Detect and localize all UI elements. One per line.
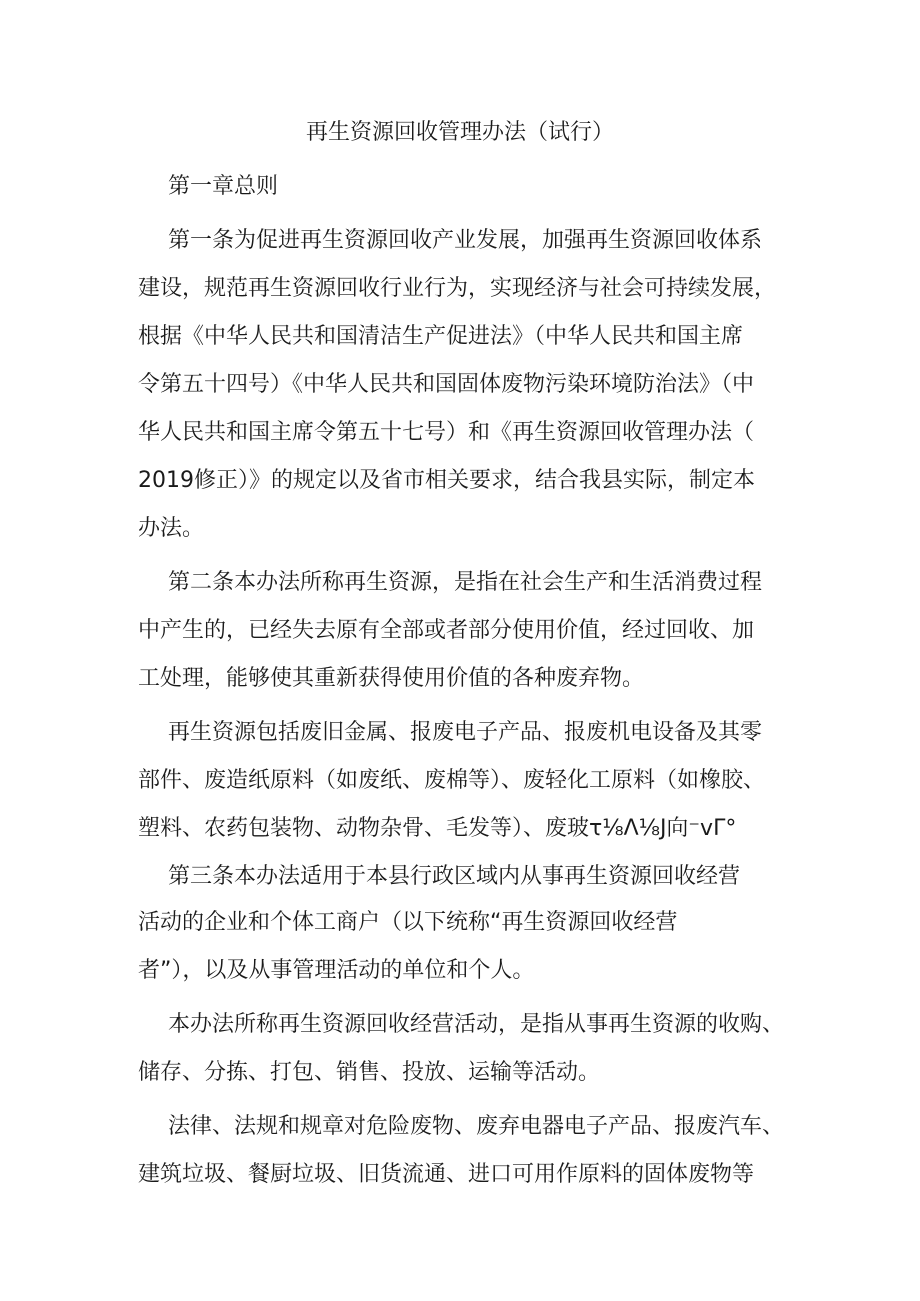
article-2-line: 工处理，能够使其重新获得使用价值的各种废弃物。 <box>138 666 645 691</box>
article-3-para2-line: 本办法所称再生资源回收经营活动，是指从事再生资源的收购、 <box>168 1012 785 1037</box>
article-1-line: 令第五十四号）《中华人民共和国固体废物污染环境防治法》（中 <box>138 372 755 397</box>
article-3-line: 活动的企业和个体工商户（以下统称“再生资源回收经营 <box>138 910 678 935</box>
article-1-line: 第一条为促进再生资源回收产业发展，加强再生资源回收体系 <box>168 228 763 253</box>
article-3-line: 第三条本办法适用于本县行政区域内从事再生资源回收经营 <box>168 864 741 889</box>
article-3-para2-line: 储存、分拣、打包、销售、投放、运输等活动。 <box>138 1060 601 1085</box>
article-1-line: 办法。 <box>138 516 205 541</box>
article-1-line: 华人民共和国主席令第五十七号）和《再生资源回收管理办法（ <box>138 420 755 445</box>
article-3-para3-line: 法律、法规和规章对危险废物、废弃电器电子产品、报废汽车、 <box>168 1114 785 1139</box>
article-2-line: 第二条本办法所称再生资源，是指在社会生产和生活消费过程 <box>168 570 763 595</box>
article-1-line: 根据《中华人民共和国清洁生产促进法》（中华人民共和国主席 <box>138 324 744 349</box>
article-1-line: 建设，规范再生资源回收行业行为，实现经济与社会可持续发展， <box>138 276 777 301</box>
article-2-para2-line: 部件、废造纸原料（如废纸、废棉等）、废轻化工原料（如橡胶、 <box>138 768 766 793</box>
document-title: 再生资源回收管理办法（试行） <box>305 120 614 145</box>
article-2-line: 中产生的，已经失去原有全部或者部分使用价值，经过回收、加 <box>138 618 755 643</box>
chapter-heading: 第一章总则 <box>168 174 279 199</box>
article-3-para3-line: 建筑垃圾、餐厨垃圾、旧货流通、进口可用作原料的固体废物等 <box>138 1162 755 1187</box>
article-2-para2-line: 再生资源包括废旧金属、报废电子产品、报废机电设备及其零 <box>168 720 763 745</box>
article-1-line: 2019修正）》的规定以及省市相关要求，结合我县实际，制定本 <box>138 468 755 493</box>
article-3-line: 者”），以及从事管理活动的单位和个人。 <box>138 958 535 983</box>
article-2-para2-line: 塑料、农药包装物、动物杂骨、毛发等）、废玻τ⅛Λ⅛J向⁻vΓ° <box>138 816 737 841</box>
